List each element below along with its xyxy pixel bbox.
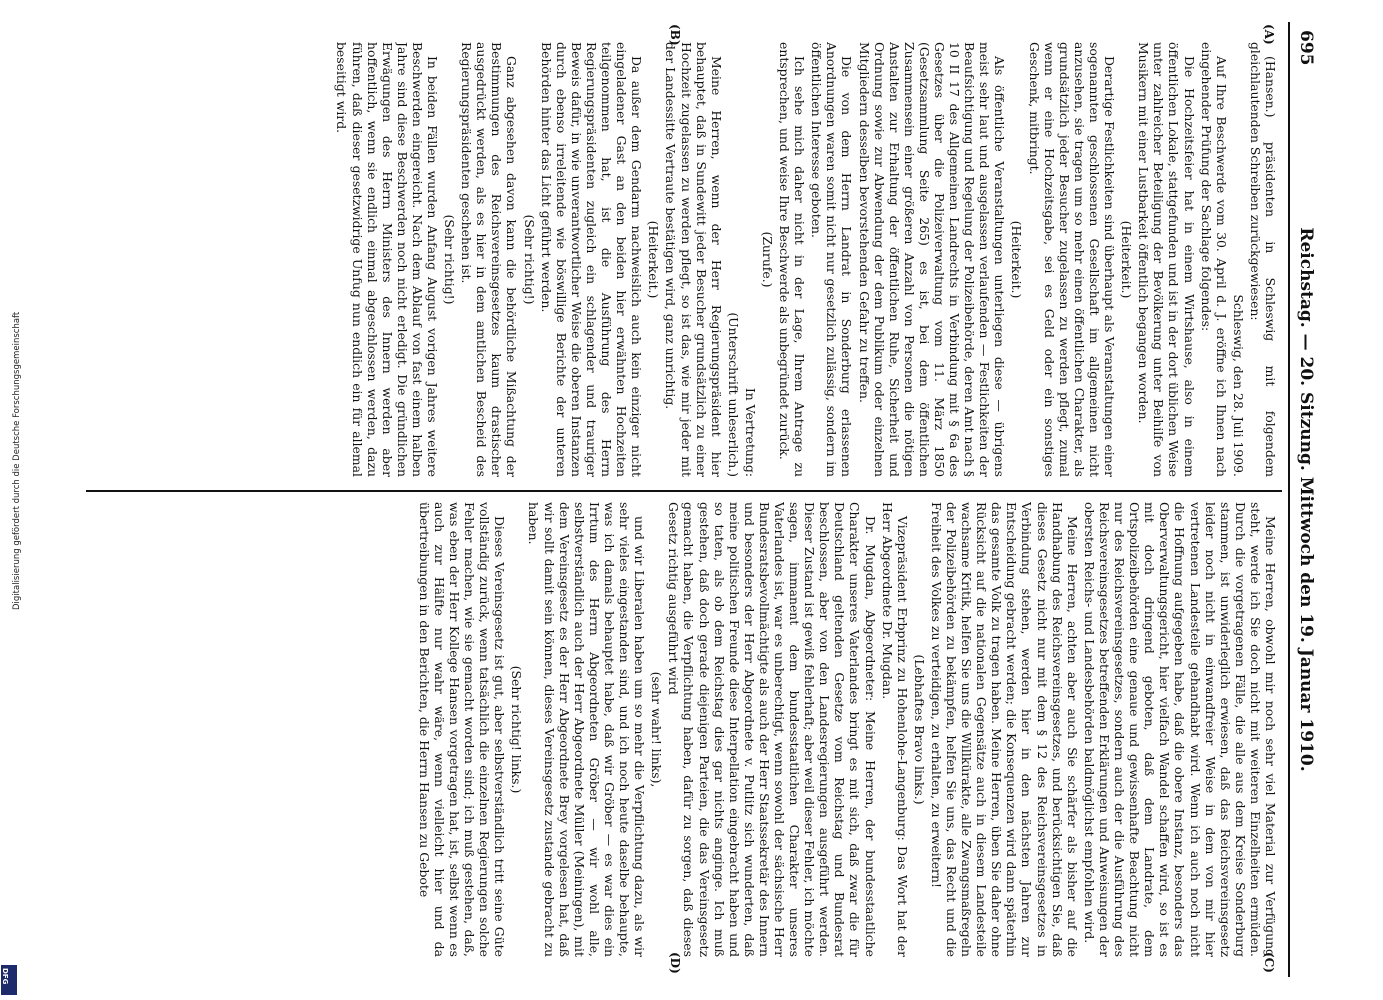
text-paragraph: (Sehr richtig!)	[521, 214, 537, 305]
text-paragraph: Ich sehe mich daher nicht in der Lage, Ihrem Antrage zu entsprechen, und weise Ihre Beschwerde als unbegründet zurück.	[777, 42, 808, 477]
text-paragraph: Die Hochzeitsfeier hat in einem Wirtshause, also in einem öffentlichen Lokale, stattgefunden und ist in der dort üblichen Weise unter zahlreicher Beteiligung der Bevölkerung unter Beihilfe von Musikern mit einer Lustbarkeit öffentlich begangen worden.	[1136, 42, 1197, 477]
text-paragraph: (sehr wahr! links),	[649, 671, 665, 788]
text-paragraph: (Sehr richtig!)	[442, 214, 458, 305]
text-paragraph: In beiden Fällen wurden Anfang August vorigen Jahres weitere Beschwerden eingereicht. Nach dem Ablauf von fast einem halben Jahre sind diese Beschwerden noch nicht erledigt. Die gründlichen Erwägungen des Herrn Ministers des Innern werden aber hoffentlich, wenn sie endlich einmal abgeschlossen werden, dazu führen, daß dieser gesetzwidrige Unfug nun endlich ein für allemal beseitigt wird.	[334, 42, 441, 477]
text-paragraph: In Vertretung:	[742, 387, 758, 477]
text-paragraph: Da außer dem Gendarm nachweislich auch kein einziger nicht eingeladener Gast an den beiden hier erwähnten Hochzeiten teilgenommen hat, ist die Ausführung des Herrn Regierungspräsidenten zugleich ein schlagender und trauriger Beweis dafür, in wie unverantwortlicher Weise die oberen Instanzen durch ebenso irreleitende wie böswillige Berichte der unteren Behörden hinter das Licht geführt werden.	[538, 42, 645, 477]
text-paragraph: Vizepräsident Erbprinz zu Hohenlohe-Langenburg: Das Wort hat der Herr Abgeordnete Dr. Mugdan.	[879, 502, 910, 957]
text-paragraph: Auf Ihre Beschwerde vom 30. April d. J. eröffne ich Ihnen nach eingehender Prüfung der Sachlage folgendes:	[1198, 42, 1229, 477]
left-text-column	[88, 42, 1278, 477]
margin-mark-a: (A)	[1262, 24, 1276, 45]
margin-mark-d: (D)	[668, 952, 682, 974]
text-paragraph: (Sehr richtig! links.)	[509, 665, 525, 794]
dfg-logo-text: DFG	[1, 968, 9, 985]
text-paragraph: Schleswig, den 28. Juli 1909.	[1230, 294, 1246, 477]
text-paragraph: (Heiterkeit.)	[1009, 220, 1025, 299]
text-paragraph: Als öffentliche Veranstaltungen unterliegen diese — übrigens meist sehr laut und ausgelassen verlaufenden — Festlichkeiten der Beaufsichtigung und Regelung der Polizeibehörde, deren Amt nach § 10 II 17 des Allgemeinen Landrechts in Verbindung mit § 6a des Gesetzes über die Polizeiverwaltung vom 11. März 1850 (Gesetzsammlung Seite 265) es ist, bei dem öffentlichen Zusammensein einer größeren Anzahl von Personen die nötigen Anstalten zur Erhaltung der öffentlichen Ruhe, Sicherheit und Ordnung sowie zur Abwendung der dem Publikum oder einzelnen Mitgliedern desselben bevorstehenden Gefahr zu treffen.	[856, 42, 1008, 477]
dfg-credit-text: Digitalisierung gefördert durch die Deutsche Forschungsgemeinschaft	[12, 311, 22, 610]
margin-mark-b: (B)	[668, 24, 682, 46]
rotated-page-content	[82, 22, 1322, 977]
text-paragraph: (Zurufe.)	[760, 231, 775, 288]
text-paragraph: Die von dem Herrn Landrat in Sonderburg erlassenen Anordnungen waren somit nicht nur gesetzlich zulässig, sondern im öffentlichen Interesse geboten.	[809, 42, 855, 477]
header-title: Reichstag. — 20. Sitzung. Mittwoch den 19. Januar 1910.	[1296, 227, 1316, 772]
text-paragraph: Dr. Mugdan, Abgeordneter: Meine Herren, der bundesstaatliche Charakter unseres Vaterlandes bringt es mit sich, daß zwar die für Deutschland geltenden Gesetze vom Reichstag und Bundesrat beschlossen, aber von den Landesregierungen ausgeführt werden. Dieser Zustand ist gewiß fehlerhaft; aber weil dieser Fehler, ich möchte sagen, immanent dem bundesstaatlichen Charakter unseres Vaterlandes ist, war es unberechtigt, wenn sowohl der sächsische Herr Bundesratsbevollmächtigte als auch der Herr Staatssekretär des Innern und besonders der Herr Abgeordnete v. Putlitz sich wunderten, daß meine politischen Freunde diese Interpellation eingebracht haben und so taten, als ob dem Reichstag dies gar nichts anginge. Ich muß gestehen, daß doch gerade diejenigen Parteien, die das Vereinsgesetz gemacht haben, die Verpflichtung haben, dafür zu sorgen, daß dieses Gesetz richtig ausgeführt wird	[666, 502, 878, 957]
text-paragraph: (Heiterkeit.)	[646, 220, 662, 299]
scanned-page	[22, 22, 1362, 977]
text-paragraph: (Hansen.) präsidenten in Schleswig mit folgendem gleichlautenden Schreiben zurückgewiesen:	[1247, 42, 1278, 477]
digitization-credit-strip	[0, 0, 22, 1000]
text-paragraph: (Lebhaftes Bravo links.)	[911, 654, 927, 805]
text-paragraph: Meine Herren, obwohl mir noch sehr viel Material zur Verfügung steht, werde ich Sie doch nicht mit weiteren Einzelheiten ermüden. Durch die vorgetragenen Fälle, die alle aus dem Kreise Sonderburg stammen, ist unwiderleglich erwiesen, daß das Reichsvereinsgesetz leider noch nicht in einwandfreier Weise in dem von mir hier vertretenen Landesteile gehandhabt wird. Wenn ich auch noch nicht die Hoffnung aufgegeben habe, daß die obere Instanz, besonders das Oberverwaltungsgericht, hier vielfach Wandel schaffen wird, so ist es mit doch dringend geboten, daß dem Landrate, dem Ortspolizeibehörden eine genaue und gewissenhafte Beachtung nicht nur des Reichsvereinsgesetzes, sondern auch der die Ausführung des Reichsvereinsgesetzes betreffenden Erklärungen und Anweisungen der obersten Reichs- und Landesbehörden baldmöglichst empfohlen wird.	[1081, 502, 1278, 957]
text-paragraph: Meine Herren, wenn der Herr Regierungspräsident hier behauptet, daß in Sundewitt jeder Besucher grundsätzlich zu einer Hochzeit zugelassen zu werden pflegt, so ist das, wie mir jeder mit der Landessitte Vertraute bestätigen wird, ganz unrichtig.	[663, 42, 724, 477]
text-paragraph: Meine Herren, achten aber auch Sie schärfer als bisher auf die Handhabung des Reichsvereinsgesetzes, und berücksichtigen Sie, daß dieses Gesetz nicht nur mit dem § 12 des Reichsvereinsgesetzes in Verbindung stehen, werden hier in den nächsten Jahren zur Entscheidung gebracht werden; die Konsequenzen wird dann späterhin das gesamte Volk zu tragen haben. Meine Herren, üben Sie daher ohne Rücksicht auf die nationalen Gegensätze auch in diesem Landesteile wachsame Kritik, helfen Sie uns die Willkürakte, alle Zwangsmaßregeln der Polizeibehörden zu bekämpfen, helfen Sie uns, das Recht und die Freiheit des Volkes zu verteidigen, zu erhalten, zu erweitern!	[928, 502, 1080, 957]
dfg-logo	[1, 965, 17, 995]
text-paragraph: und wir Liberalen haben um so mehr die Verpflichtung dazu, als wir sehr vieles eingestanden sind, und ich noch heute daselbe behaupte, was ich damals behauptet habe, daß wir Gröber — es war dies ein Irrtum des Herrn Abgeordneten Gröber — wir wohl alle, selbstverständlich auch der Herr Abgeordnete Müller (Meiningen), mit dem Vereinsgesetz es der Herr Abgeordnete Brey vorgelesen hat, daß wir sollt damit sein können, dieses Vereinsgesetz zustande gebracht zu haben.	[526, 502, 648, 957]
text-paragraph: Ganz abgesehen davon kann die behördliche Mißachtung der Bestimmungen des Reichsvereinsgesetzes kaum drastischer ausgedrückt werden, als es hier in dem amtlichen Bescheid des Regierungspräsidenten geschehen ist.	[459, 42, 520, 477]
right-text-column	[88, 502, 1278, 957]
page-number: 695	[1296, 30, 1316, 66]
text-paragraph: Dieses Vereinsgesetz ist gut, aber selbstverständlich tritt seine Güte vollständig zurück, wenn tatsächlich die einzelnen Regierungen solche Fehler machen, wie sie gemacht worden sind; ich muß gestehen, daß, was eben der Herr Kollege Hansen vorgetragen hat, ist, selbst wenn es auch zur Hälfte nur wahr wäre, wenn vielleicht hier und da übertreibungen in den Berichten, die Herrn Hansen zu Gebote	[416, 502, 508, 957]
margin-mark-c: (C)	[1262, 952, 1276, 973]
text-paragraph: Derartige Festlichkeiten sind überhaupt als Veranstaltungen einer sogenannten geschlossenen Gesellschaft im allgemeinen nicht anzusehen, sie tragen um so mehr einen öffentlichen Charakter, als grundsätzlich jeder Besucher zugelassen zu werden pflegt, zumal wenn er eine Hochzeitsgabe, sei es Geld oder ein sonstiges Geschenk, mitbringt.	[1026, 42, 1118, 477]
page-header	[1288, 22, 1322, 977]
column-divider	[86, 490, 1282, 492]
text-paragraph: (Heiterkeit.)	[1119, 220, 1135, 299]
text-paragraph: (Unterschrift unleserlich.)	[725, 312, 741, 477]
